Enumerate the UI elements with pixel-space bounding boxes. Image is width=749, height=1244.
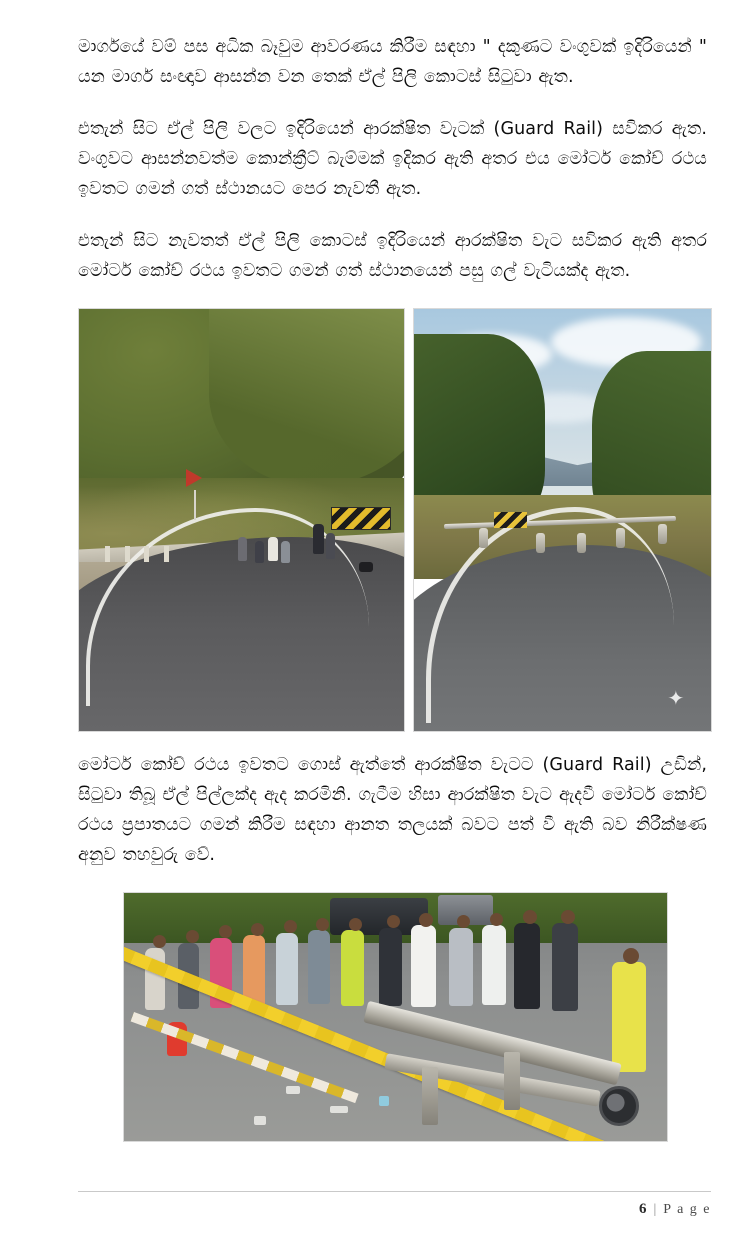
photo-mountain-bend (78, 308, 405, 732)
guard-rail-post (504, 1052, 520, 1110)
person (482, 925, 506, 1005)
person (326, 533, 335, 559)
bollard (577, 533, 586, 553)
bollard (536, 533, 545, 553)
person (255, 541, 264, 563)
person-hi-vis (341, 930, 364, 1006)
person (308, 930, 330, 1004)
roadside-bollard (125, 546, 130, 562)
person-head (284, 920, 297, 933)
person (411, 925, 436, 1007)
figure-row-bottom (78, 892, 712, 1142)
person-head (349, 918, 362, 931)
figure-row-top (78, 308, 712, 732)
person-head (490, 913, 503, 926)
guard-rail-post (422, 1067, 438, 1125)
debris (330, 1106, 348, 1113)
person (514, 923, 540, 1009)
debris (254, 1116, 266, 1125)
person (449, 928, 473, 1006)
sign-post (194, 490, 196, 520)
paragraph-3: එතැන් සිට නැවතත් ඒල් පිලි කොටස් ඉදිරියෙන් ආරක්ෂිත වැට සවිකර ඇති අතර මෝටර් කෝච් රථය ඉවතට ගමන් ගත් ස්ථානයෙන් පසු ගල් වැටියක්ද ඇත. (78, 231, 707, 281)
photo-hairpin-guardrail (413, 308, 712, 732)
footer-page-number: 6 (638, 1201, 647, 1217)
person-head (251, 923, 264, 936)
hazard-barrier (331, 507, 392, 530)
roadside-bollard (144, 546, 149, 562)
bollard (479, 528, 488, 548)
person (379, 928, 402, 1006)
hazard-barrier (494, 512, 527, 529)
person-head (523, 910, 537, 924)
sparkle-icon: ✦ (667, 685, 685, 710)
person (268, 537, 278, 561)
motorcycle (359, 562, 373, 572)
roadside-bollard (164, 546, 169, 562)
person (313, 524, 324, 554)
footer-page-label: P a g e (663, 1202, 711, 1217)
person-hi-vis (612, 962, 646, 1072)
person (552, 923, 578, 1011)
debris (286, 1086, 300, 1094)
person (238, 537, 247, 561)
footer-separator: | (653, 1202, 657, 1217)
chevron-sign-icon (186, 469, 202, 487)
person (281, 541, 290, 563)
bollard (616, 528, 625, 548)
person-head (623, 948, 639, 964)
roadside-bollard (105, 546, 110, 562)
person (276, 933, 298, 1005)
person-head (561, 910, 575, 924)
debris (379, 1096, 389, 1106)
person-head (316, 918, 329, 931)
page-footer (78, 1191, 711, 1218)
person-head (219, 925, 232, 938)
paragraph-1: මාර්ගයේ වම් පස අධික බෑවුම ආවරණය කිරීම සඳහා " දකුණට වංගුවක් ඉදිරියෙන් " යන මාර්ග සංඥාව ආසන්න වන තෙක් ඒල් පිලි කොටස් සිටුවා ඇත. (78, 37, 707, 87)
paragraph-4: මෝටර් කෝච් රථය ඉවතට ගොස් ඇත්තේ ආරක්ෂිත වැටට (Guard Rail) උඩින්, සිටුවා තිබූ ඒල් පිල්ලක්ද ඇද කරමිනි. ගැටීම හිසා ආරක්ෂිත වැට ඇදවී මෝටර් කෝච් රථය ප්‍රපාතයට ගමන් කිරීම සඳහා ආනත තලයක් බවට පත් වී ඇති බව නිරීක්ෂණ අනුව තහවුරු වේ. (78, 755, 707, 865)
paragraph-2: එතැන් සිට ඒල් පිලි වලට ඉදිරියෙන් ආරක්ෂිත වැටක් (Guard Rail) සවිකර ඇත. වංගුවට ආසන්නවත්ම කොන්ක්‍රීට් බැම්මක් ඉදිකර ඇති අතර එය මෝටර් කෝච් රථය ඉවතට ගමන් ගත් ස්ථානයට පෙර නැවතී ඇත. (78, 119, 707, 199)
photo-crowd-investigation (123, 892, 668, 1142)
bollard (658, 524, 667, 544)
